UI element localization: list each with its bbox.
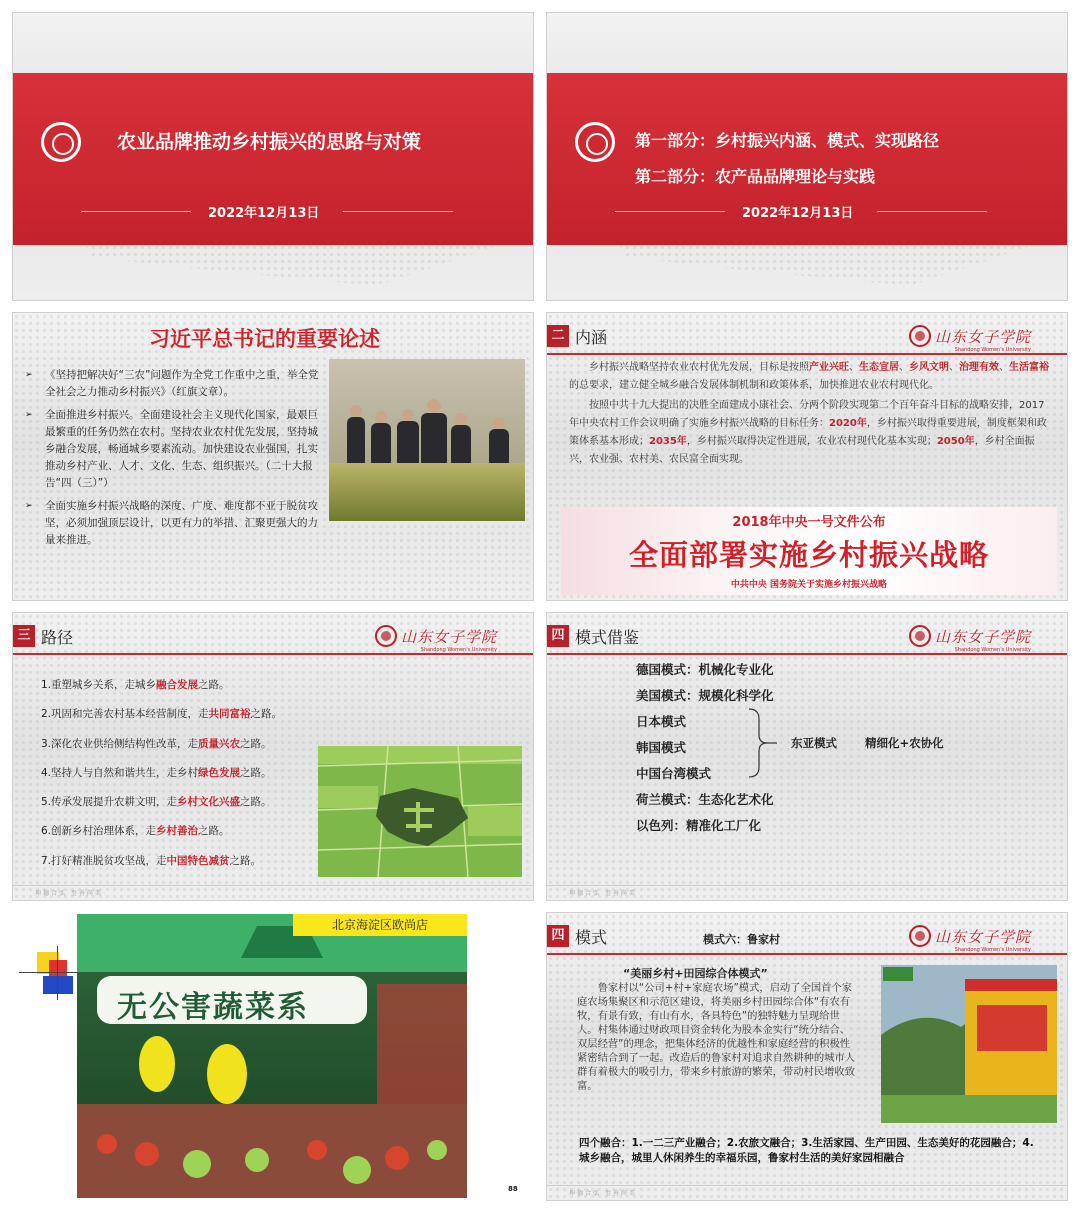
banner-main: 全面部署实施乡村振兴战略 <box>628 538 989 572</box>
list-item: 1.重塑城乡关系，走城乡融合发展之路。 <box>41 679 230 691</box>
section-subtitle: 模式六：鲁家村 <box>703 933 780 946</box>
section-number: 四 <box>547 925 569 947</box>
paragraph: 乡村振兴战略坚持农业农村优先发展，目标是按照产业兴旺、生态宜居、乡风文明、治理有效、生活富裕的总要求，建立健全城乡融合发展体制机制和政策体系，加快推进农业农村现代化。 <box>569 362 1049 391</box>
list-item: 日本模式 <box>636 714 687 729</box>
logo-subtext: Shandong Women's University <box>420 647 497 653</box>
header-rule <box>547 353 1067 355</box>
supermarket-photo <box>77 914 467 1198</box>
divider <box>615 211 725 212</box>
bracket-icon <box>747 707 787 779</box>
header-rule <box>547 953 1067 955</box>
leaders-field-photo <box>329 359 525 521</box>
list-item: 5.传承发展提升农耕文明，走乡村文化兴盛之路。 <box>41 796 272 809</box>
decor-line <box>57 946 58 1000</box>
logo-text: 山东女子学院 <box>400 627 497 646</box>
banner-top: 2018年中央一号文件公布 <box>732 515 886 530</box>
footer-rule <box>547 885 1067 886</box>
section-number: 四 <box>547 625 569 647</box>
divider <box>81 211 191 212</box>
section-number: 三 <box>13 625 35 647</box>
model-heading: “美丽乡村+田园综合体模式” <box>623 967 768 980</box>
list-item: 以色列：精准化工厂化 <box>636 818 762 833</box>
slide-cover <box>13 13 533 300</box>
farmland-aerial-photo <box>318 746 522 877</box>
cover-date: 2022年12月13日 <box>742 206 854 221</box>
list-item: 荷兰模式：生态化艺术化 <box>636 792 774 807</box>
header-rule <box>13 653 533 655</box>
list-item: 3.深化农业供给侧结构性改革，走质量兴农之路。 <box>41 737 272 750</box>
section-title: 路径 <box>41 628 74 647</box>
cover-date: 2022年12月13日 <box>208 206 320 221</box>
cover-title: 农业品牌推动乡村振兴的思路与对策 <box>117 131 422 153</box>
store-sign: 北京海淀区欧尚店 <box>293 914 467 936</box>
slide-models <box>547 613 1067 900</box>
slide-connotation <box>547 313 1067 600</box>
path-list <box>41 677 282 882</box>
slide-title: 习近平总书记的重要论述 <box>149 327 380 351</box>
list-item: 4.坚持人与自然和谐共生，走乡村绿色发展之路。 <box>41 766 272 779</box>
university-logo <box>375 625 497 653</box>
part-two-title: 第二部分：农产品品牌理论与实践 <box>635 167 876 186</box>
group-description: 精细化+农协化 <box>865 736 944 750</box>
footer-rule <box>547 1185 1067 1186</box>
header-rule <box>547 653 1067 655</box>
school-seal-icon <box>575 122 615 162</box>
list-item: 美国模式：规模化科学化 <box>636 688 774 703</box>
model-body: 鲁家村以“公司+村+家庭农场”模式，启动了全国首个家庭农场集聚区和示范区建设，将美丽乡村田园综合体“有农有牧，有景有致，有山有水，各具特色”的独特魅力呈现给世人。村集体通过财政项目资金转化为股本金实行“统分结合、双层经营”的理念，把集体经济的优越性和家庭经营的积极性紧密结合到了一起。改造后的鲁家村对追求自然耕种的城市人群有着极大的吸引力，带来乡村旅游的繁荣，带动村民增收致富。 <box>577 982 856 1092</box>
logo-subtext: Shandong Women's University <box>954 347 1031 353</box>
slide-quotes <box>13 313 533 600</box>
logo-subtext: Shandong Women's University <box>954 947 1031 953</box>
policy-banner <box>561 507 1057 595</box>
section-title: 模式 <box>575 928 608 947</box>
banner-sub: 中共中央 国务院关于实施乡村振兴战略 <box>730 580 888 590</box>
university-emblem-icon <box>375 625 397 647</box>
university-logo <box>909 325 1031 353</box>
university-emblem-icon <box>909 325 931 347</box>
list-item: 韩国模式 <box>636 740 687 755</box>
logo-text: 山东女子学院 <box>934 927 1031 946</box>
list-item: 中国台湾模式 <box>636 766 712 781</box>
logo-text: 山东女子学院 <box>934 627 1031 646</box>
shop-banner-text: 无公害蔬菜系 <box>117 990 309 1025</box>
bullet-item: ➢ 全面实施乡村振兴战略的深度、广度、难度都不亚于脱贫攻坚，必须加强顶层设计，以更有力的举措、汇聚更强大的力量来推进。 <box>25 498 325 549</box>
section-number: 二 <box>547 325 569 347</box>
footer-rule <box>13 885 533 886</box>
decor-line <box>19 972 79 973</box>
footer-motto: 坤德合弘 至善尚美 <box>569 1190 637 1197</box>
list-item: 德国模式：机械化专业化 <box>636 662 774 677</box>
divider <box>343 211 453 212</box>
divider <box>877 211 987 212</box>
bullet-list <box>25 367 325 555</box>
slide-contents <box>547 13 1067 300</box>
body-text <box>569 359 1051 469</box>
bullet-item: ➢ 《坚持把解决好“三农”问题作为全党工作重中之重，举全党全社会之力推动乡村振兴》（红旗文章）。 <box>25 367 325 401</box>
group-label: 东亚模式 <box>791 736 837 750</box>
school-seal-icon <box>41 122 81 162</box>
world-map-texture <box>547 613 1067 900</box>
slide-paths <box>13 613 533 900</box>
footer-motto: 坤德合弘 至善尚美 <box>35 890 103 897</box>
section-title: 内涵 <box>575 328 608 347</box>
list-item: 7.打好精准脱贫攻坚战，走中国特色减贫之路。 <box>41 854 262 867</box>
university-emblem-icon <box>909 925 931 947</box>
university-logo <box>909 625 1031 653</box>
bullet-item: ➢ 全面推进乡村振兴。全面建设社会主义现代化国家，最艰巨最繁重的任务仍然在农村。坚持农业农村优先发展，坚持城乡融合发展，畅通城乡要素流动。加快建设农业强国，扎实推动乡村产业、人才、文化、生态、组织振兴。（二十大报告“四（三）”） <box>25 407 325 492</box>
list-item: 6.创新乡村治理体系，走乡村善治之路。 <box>41 825 230 838</box>
decor-square-blue <box>43 976 73 994</box>
university-emblem-icon <box>909 625 931 647</box>
footer-motto: 坤德合弘 至善尚美 <box>569 890 637 897</box>
slide-supermarket <box>13 906 533 1201</box>
list-item: 2.巩固和完善农村基本经营制度，走共同富裕之路。 <box>41 708 283 721</box>
university-logo <box>909 925 1031 953</box>
four-integrations: 四个融合：1.一二三产业融合；2.农旅文融合；3.生活家园、生产田园、生态美好的花园融合；4.城乡融合，城里人休闲养生的幸福乐园，鲁家村生活的美好家园相融合 <box>579 1137 1034 1164</box>
slide-lujia-village <box>547 913 1067 1200</box>
logo-text: 山东女子学院 <box>934 327 1031 346</box>
village-photo <box>881 965 1057 1123</box>
page-number: 88 <box>508 1185 518 1193</box>
logo-subtext: Shandong Women's University <box>954 647 1031 653</box>
paragraph: 按照中共十九大提出的决胜全面建成小康社会、分两个阶段实现第二个百年奋斗目标的战略安排，2017年中央农村工作会议明确了实施乡村振兴战略的目标任务：2020年，乡村振兴取得重要进展，制度框架和政策体系基本形成；2035年，乡村振兴取得决定性进展，农业农村现代化基本实现；2050年，乡村全面振兴，农业强、农村美、农民富全面实现。 <box>569 400 1047 465</box>
section-title: 模式借鉴 <box>575 628 640 647</box>
part-one-title: 第一部分：乡村振兴内涵、模式、实现路径 <box>635 131 940 150</box>
